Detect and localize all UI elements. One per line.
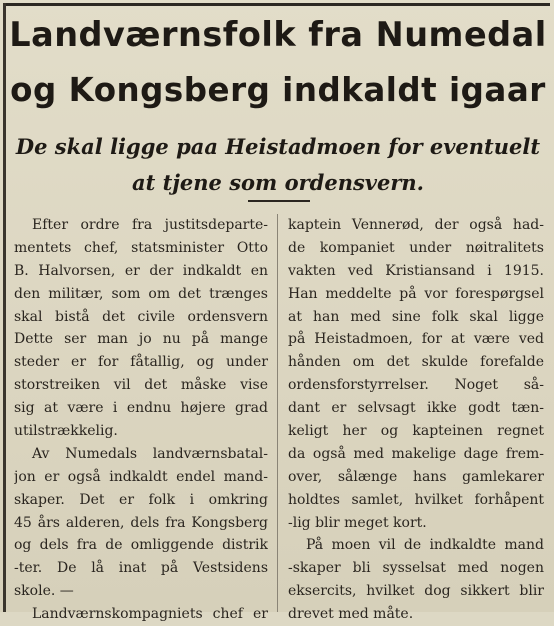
text-line: da også med makelige dage frem- [288, 445, 544, 462]
text-line: den militær, som om det trænges [14, 285, 268, 302]
text-line: kaptein Vennerød, der også had- [288, 217, 544, 233]
text-line: På moen vil de indkaldte mand [306, 537, 544, 554]
text-line: storstreiken vil det måske vise [14, 377, 268, 394]
text-line: drevet med måte. [288, 606, 414, 623]
text-line: jon er også indkaldt endel mand- [14, 468, 268, 485]
article-column-right [288, 214, 544, 626]
text-line: -ter. De lå inat på Vestsidens [14, 560, 268, 577]
text-line: steder er for fåtallig, og under [14, 354, 268, 371]
headline-line-2: og Kongsberg indkaldt igaar [10, 71, 546, 109]
article-column-left [14, 214, 268, 626]
text-line: B. Halvorsen, er der indkaldt en [14, 262, 268, 279]
text-line: keligt her og kapteinen regnet [288, 423, 544, 440]
text-line: utilstrækkelig. [14, 423, 118, 440]
text-line: at han med sine folk skal ligge [288, 308, 544, 325]
text-line: sig at være i endnu højere grad [14, 400, 268, 417]
text-line: ordensforstyrrelser. Noget så- [288, 377, 544, 394]
text-line: Av Numedals landværnsbatal- [32, 445, 268, 462]
subheadline-line-1: De skal ligge paa Heistadmoen for eventuelt [15, 134, 541, 159]
headline-divider [248, 200, 310, 202]
text-line: Han meddelte på vor forespørgsel [288, 285, 544, 302]
text-line: skal bistå det civile ordensvern [14, 308, 268, 325]
text-line: skole. — [14, 583, 74, 600]
text-line: Dette ser man jo nu på mange [14, 331, 268, 348]
headline-line-1: Landværnsfolk fra Numedal [9, 15, 547, 54]
text-line: -lig blir meget kort. [288, 514, 427, 531]
text-line: på Heistadmoen, for at være ved [288, 331, 544, 348]
text-line: Landværnskompagniets chef er [32, 606, 268, 623]
text-line: de kompaniet under nøitralitets [288, 239, 544, 256]
text-line: dant er selvsagt ikke godt tæn- [288, 400, 544, 417]
left-border-rule [3, 3, 6, 612]
subheadline-line-2: at tjene som ordensvern. [132, 170, 424, 195]
text-line: over, sålænge hans gamlekarer [288, 468, 544, 485]
top-border-rule [4, 3, 550, 6]
text-line: Efter ordre fra justitsdeparte- [32, 217, 268, 233]
text-line: og dels fra de omliggende distrik [14, 537, 268, 554]
text-line: skaper. Det er folk i omkring [14, 491, 268, 508]
text-line: holdtes samlet, hvilket forhåpent [288, 491, 544, 508]
text-line: -skaper bli sysselsat med nogen [288, 560, 544, 577]
text-line: 45 års alderen, dels fra Kongsberg [14, 514, 268, 531]
text-line: hånden om det skulde forefalde [288, 354, 544, 371]
text-line: eksercits, hvilket dog sikkert blir [288, 583, 544, 600]
text-line: vakten ved Kristiansand i 1915. [288, 262, 544, 279]
column-divider [277, 214, 278, 612]
text-line: mentets chef, statsminister Otto [14, 239, 268, 256]
